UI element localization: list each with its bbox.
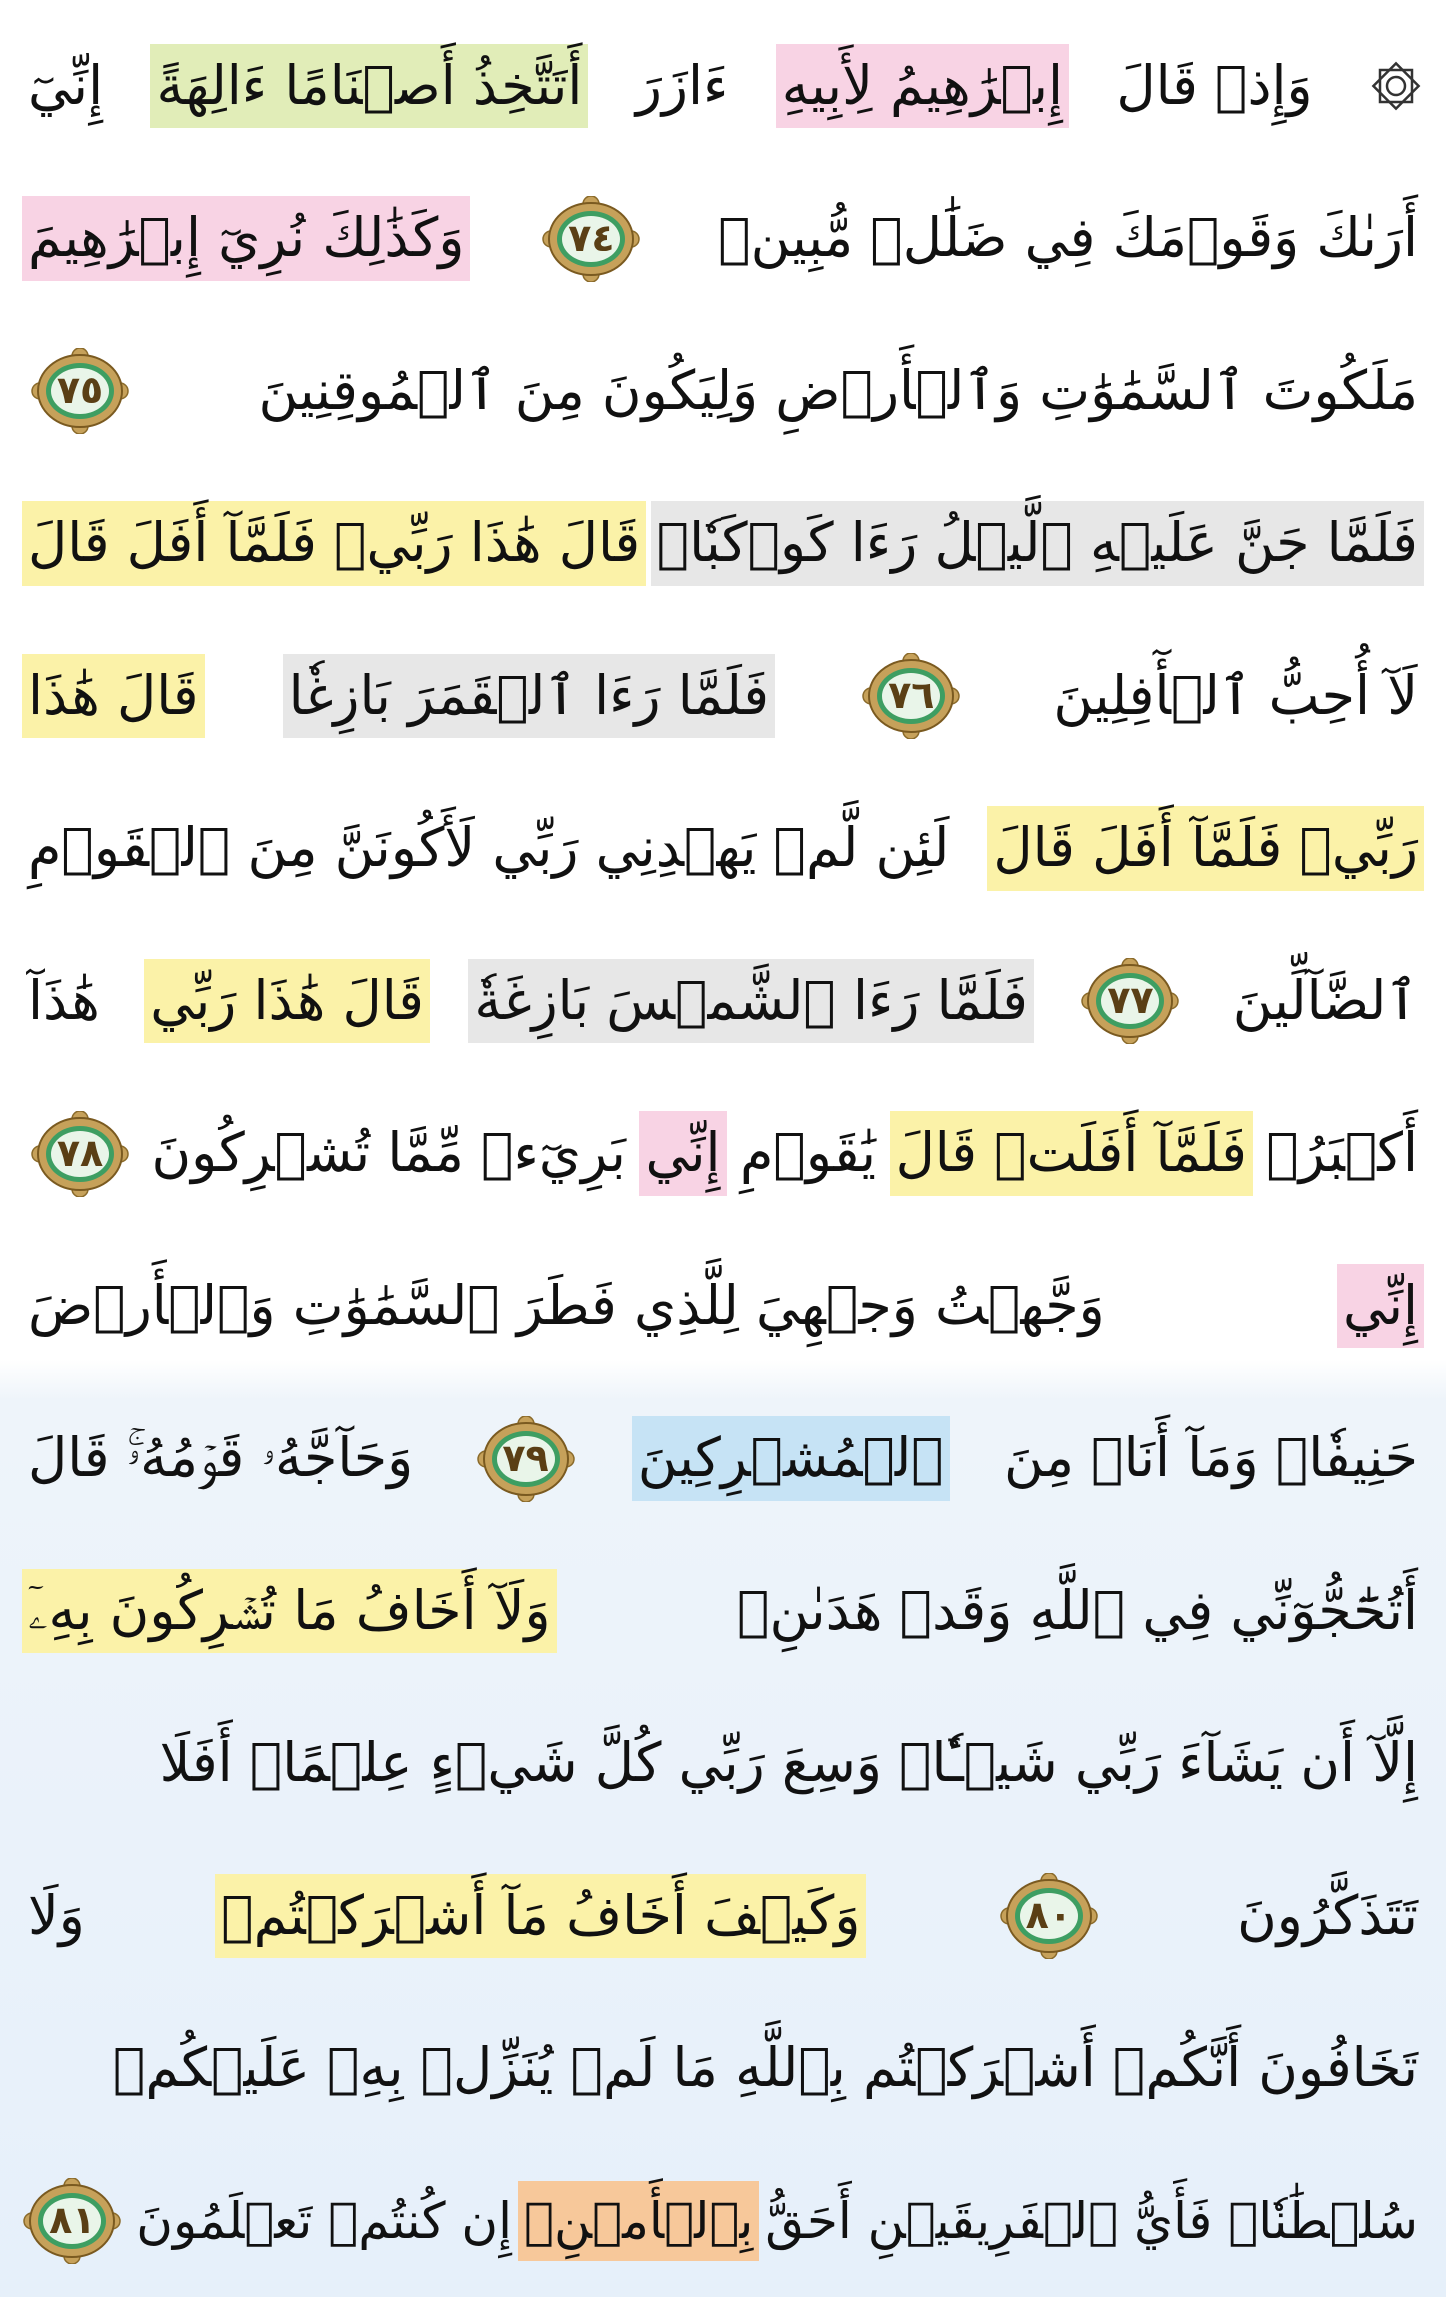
verse-text: وَإِذۡ قَالَ xyxy=(1116,53,1313,117)
text-line xyxy=(22,2157,1424,2285)
verse-text: وَحَآجَّهُۥ قَوۡمُهُۥۚ قَالَ xyxy=(28,1426,414,1490)
verse-text: وَلَا xyxy=(28,1883,85,1947)
ayah-number-marker xyxy=(22,2178,122,2264)
highlighted-phrase-gray: فَلَمَّا رَءَا ٱلشَّمۡسَ بَازِغَةٗ xyxy=(468,959,1034,1044)
ayah-number: ٧٥ xyxy=(56,368,104,413)
verse-text: يَٰقَوۡمِ xyxy=(739,1121,877,1185)
verse-text: ٱلضَّآلِّينَ xyxy=(1232,968,1418,1032)
verse-text: هَٰذَآ xyxy=(28,968,100,1032)
verse-text: ءَازَرَ xyxy=(635,53,729,117)
highlighted-phrase-yellow: وَلَآ أَخَافُ مَا تُشۡرِكُونَ بِهِۦٓ xyxy=(22,1569,557,1654)
highlighted-phrase-yellow: وَكَيۡفَ أَخَافُ مَآ أَشۡرَكۡتُمۡ xyxy=(215,1874,866,1959)
verse-text: لَئِن لَّمۡ يَهۡدِنِي رَبِّي لَأَكُونَنَّ مِنَ ٱلۡقَوۡمِ xyxy=(28,816,950,880)
highlighted-phrase-yellow: فَلَمَّآ أَفَلَتۡ قَالَ xyxy=(890,1111,1253,1196)
verse-text: وَجَّهۡتُ وَجۡهِيَ لِلَّذِي فَطَرَ ٱلسَّمَٰوَٰتِ وَٱلۡأَرۡضَ xyxy=(28,1273,1105,1337)
ayah-number-marker xyxy=(30,1111,130,1197)
verse-text: تَخَافُونَ أَنَّكُمۡ أَشۡرَكۡتُم بِٱللَّهِ مَا لَمۡ يُنَزِّلۡ بِهِۦ عَلَيۡكُمۡ xyxy=(112,2036,1418,2100)
verse-text: إِنِّيٓ xyxy=(28,53,104,117)
text-line xyxy=(22,2005,1424,2133)
verse-text: بَرِيٓءٞ مِّمَّا تُشۡرِكُونَ xyxy=(151,1121,626,1185)
verse-text: حَنِيفٗاۖ وَمَآ أَنَا۠ مِنَ xyxy=(1003,1426,1418,1490)
ayah-number: ٧٩ xyxy=(502,1435,549,1480)
text-line xyxy=(22,1395,1424,1523)
ayah-number: ٧٦ xyxy=(888,673,935,718)
text-line xyxy=(22,22,1424,150)
highlighted-phrase-pink: وَكَذَٰلِكَ نُرِيٓ إِبۡرَٰهِيمَ xyxy=(22,196,470,281)
text-line xyxy=(22,1090,1424,1218)
ayah-number-marker xyxy=(476,1416,576,1502)
ayah-number: ٨١ xyxy=(49,2198,96,2243)
verse-text: مَلَكُوتَ ٱلسَّمَٰوَٰتِ وَٱلۡأَرۡضِ وَلِيَكُونَ مِنَ ٱلۡمُوقِنِينَ xyxy=(258,358,1418,422)
ayah-number: ٧٧ xyxy=(1107,978,1154,1023)
verse-text: أَكۡبَرُۖ xyxy=(1266,1121,1418,1185)
highlighted-phrase-gray: فَلَمَّا جَنَّ عَلَيۡهِ ٱلَّيۡلُ رَءَا كَوۡكَبٗاۖ xyxy=(651,501,1424,586)
text-line xyxy=(22,632,1424,760)
verse-text: لَآ أُحِبُّ ٱلۡأٓفِلِينَ xyxy=(1053,663,1418,727)
text-line xyxy=(22,785,1424,913)
ayah-number-marker xyxy=(1080,958,1180,1044)
verse-text: أَتُحَٰٓجُّوٓنِّي فِي ٱللَّهِ وَقَدۡ هَدَىٰنِۚ xyxy=(737,1578,1418,1642)
ayah-number: ٧٤ xyxy=(568,215,615,260)
text-line xyxy=(22,480,1424,608)
verse-text: تَتَذَكَّرُونَ xyxy=(1237,1883,1418,1947)
highlighted-phrase-yellow: رَبِّيۖ فَلَمَّآ أَفَلَ قَالَ xyxy=(987,806,1424,891)
verse-text: سُلۡطَٰنٗاۚ فَأَيُّ ٱلۡفَرِيقَيۡنِ أَحَقُّ xyxy=(765,2192,1418,2250)
ayah-number: ٧٨ xyxy=(56,1130,104,1175)
verse-text: أَرَىٰكَ وَقَوۡمَكَ فِي ضَلَٰلٖ مُّبِينٖ xyxy=(718,206,1418,270)
verse-text: إِلَّآ أَن يَشَآءَ رَبِّي شَيۡـٔٗاۚ وَسِعَ رَبِّي كُلَّ شَيۡءٍ عِلۡمًاۚ أَفَلَا xyxy=(159,1731,1418,1795)
ayah-number-marker xyxy=(541,196,641,282)
text-line xyxy=(22,327,1424,455)
text-line xyxy=(22,1700,1424,1828)
verse-text: إِن كُنتُمۡ تَعۡلَمُونَ xyxy=(136,2192,513,2250)
highlighted-phrase-gray: فَلَمَّا رَءَا ٱلۡقَمَرَ بَازِغٗا xyxy=(283,654,775,739)
highlighted-phrase-pink: إِنِّي xyxy=(639,1111,726,1196)
highlighted-phrase-yellow: قَالَ هَٰذَا xyxy=(22,654,205,739)
highlighted-phrase-blue: ٱلۡمُشۡرِكِينَ xyxy=(632,1416,950,1501)
highlighted-phrase-orange: بِٱلۡأَمۡنِۖ xyxy=(518,2181,759,2261)
rub-el-hizb-icon xyxy=(1368,58,1424,114)
highlighted-phrase-green: أَتَتَّخِذُ أَصۡنَامًا ءَالِهَةً xyxy=(150,44,588,129)
text-line xyxy=(22,175,1424,303)
ayah-number: ٨٠ xyxy=(1025,1893,1072,1938)
text-line xyxy=(22,1852,1424,1980)
highlighted-phrase-pink: إِبۡرَٰهِيمُ لِأَبِيهِ xyxy=(776,44,1069,129)
ayah-number-marker xyxy=(861,653,961,739)
text-line xyxy=(22,1242,1424,1370)
ayah-number-marker xyxy=(999,1873,1099,1959)
text-line xyxy=(22,1547,1424,1675)
ayah-number-marker xyxy=(30,348,130,434)
highlighted-phrase-yellow: قَالَ هَٰذَا رَبِّيۖ فَلَمَّآ أَفَلَ قَالَ xyxy=(22,501,646,586)
highlighted-phrase-yellow: قَالَ هَٰذَا رَبِّي xyxy=(144,959,430,1044)
highlighted-phrase-pink: إِنِّي xyxy=(1337,1264,1424,1349)
text-line xyxy=(22,937,1424,1065)
